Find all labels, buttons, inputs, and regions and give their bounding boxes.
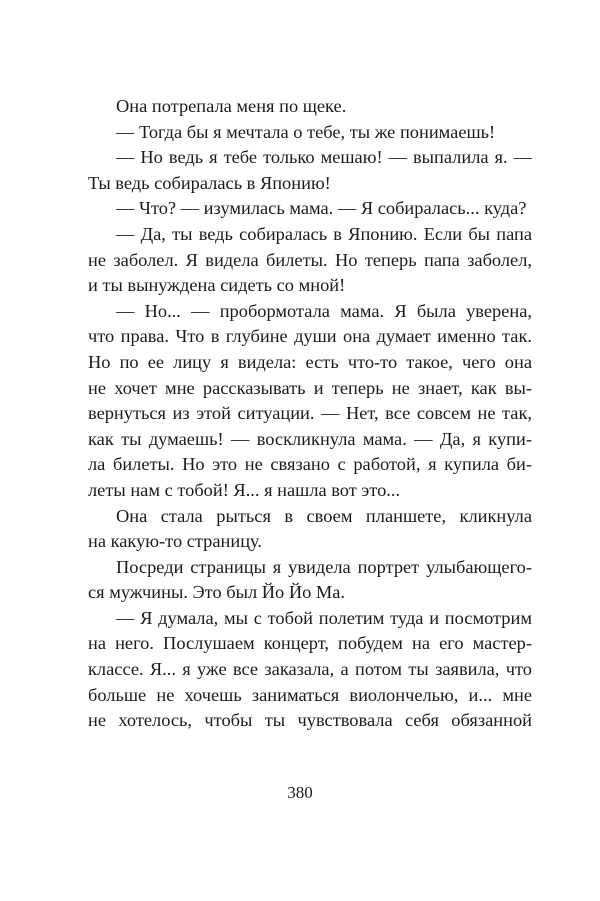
text-line: Она потрепала меня по щеке. bbox=[116, 96, 347, 116]
text-line: — Я думала, мы с тобой полетим туда и посмотрим bbox=[116, 607, 532, 628]
text-line: на него. Послушаем концерт, побудем на его мастер- bbox=[88, 633, 532, 654]
text-line: Но по ее лицу я видела: есть что-то такое, чего она bbox=[88, 351, 532, 372]
text-line: не хочет мне рассказывать и теперь не знает, как вы- bbox=[88, 377, 532, 398]
text-line: — Да, ты ведь собиралась в Японию. Если бы папа bbox=[116, 223, 532, 244]
text-line: не хотелось, чтобы ты чувствовала себя обязанной bbox=[88, 710, 532, 731]
text-line: Посреди страницы я увидела портрет улыбающего- bbox=[116, 556, 532, 577]
text-line: — Но ведь я тебе только мешаю! — выпалила я. — bbox=[116, 147, 532, 168]
text-line: — Что? — изумилась мама. — Я собиралась... куда? bbox=[116, 198, 527, 219]
text-line: больше не хочешь заниматься виолончелью, и... мне bbox=[88, 684, 532, 705]
text-line: ся мужчины. Это был Йо Йо Ма. bbox=[88, 582, 346, 603]
text-line: леты нам с тобой! Я... я нашла вот это... bbox=[88, 479, 401, 500]
text-line: что права. Что в глубине души она думает именно так. bbox=[88, 326, 532, 347]
text-line: не заболел. Я видела билеты. Но теперь папа заболел, bbox=[88, 249, 532, 270]
text-line: как ты думаешь! — воскликнула мама. — Да, я купи- bbox=[88, 428, 532, 449]
text-line: — Тогда бы я мечтала о тебе, ты же понимаешь! bbox=[116, 121, 496, 142]
body-text bbox=[88, 94, 532, 734]
page-number: 380 bbox=[287, 783, 313, 802]
text-line: вернуться из этой ситуации. — Нет, все совсем не так, bbox=[88, 403, 532, 424]
text-line: на какую-то страницу. bbox=[88, 531, 263, 552]
text-line: классе. Я... я уже все заказала, а потом ты заявила, что bbox=[88, 659, 532, 680]
text-line: Она стала рыться в своем планшете, кликнула bbox=[116, 505, 532, 526]
text-line: Ты ведь собиралась в Японию! bbox=[88, 172, 331, 193]
text-line: — Но... — пробормотала мама. Я была уверена, bbox=[116, 300, 532, 321]
text-line: и ты вынуждена сидеть со мной! bbox=[88, 275, 346, 296]
text-line: ла билеты. Но это не связано с работой, я купила би- bbox=[88, 454, 532, 475]
